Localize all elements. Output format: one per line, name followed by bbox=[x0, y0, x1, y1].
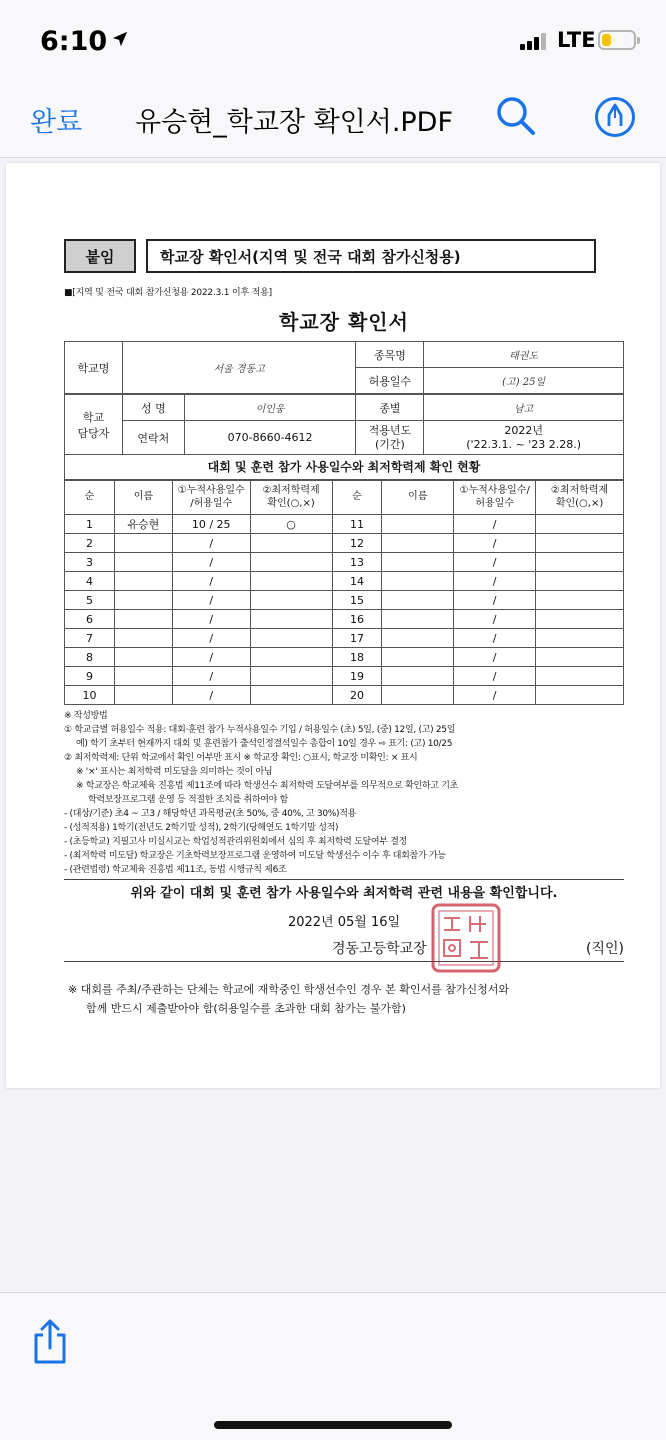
row-days-2: / bbox=[454, 667, 536, 686]
row-days-2: / bbox=[454, 534, 536, 553]
row-no: 8 bbox=[65, 648, 115, 667]
note-line: - (대상/기준) 초4 ~ 고3 / 해당학년 과목평균(초 50%, 중 40%, 고 30%)적용 bbox=[64, 809, 357, 819]
pdf-page[interactable] bbox=[6, 163, 660, 1088]
sport-value: 태권도 bbox=[424, 342, 624, 368]
table-header bbox=[65, 481, 624, 515]
row-no-2: 14 bbox=[332, 572, 382, 591]
row-name-2 bbox=[382, 534, 454, 553]
network-type: LTE bbox=[557, 28, 596, 52]
row-name-2 bbox=[382, 591, 454, 610]
participation-table bbox=[64, 480, 624, 705]
row-name bbox=[114, 572, 172, 591]
table-row bbox=[65, 591, 624, 610]
note-line: ① 학교급별 허용일수 적용: 대회·훈련 참가 누적사용일수 기입 / 허용일수 (초) 5일, (중) 12일, (고) 25일 bbox=[64, 725, 456, 735]
signal-icon bbox=[520, 32, 548, 50]
col-no: 순 bbox=[65, 481, 115, 515]
row-academic-2 bbox=[536, 553, 624, 572]
row-no: 2 bbox=[65, 534, 115, 553]
row-days: 10 / 25 bbox=[172, 515, 250, 534]
row-academic-2 bbox=[536, 591, 624, 610]
row-academic bbox=[250, 572, 332, 591]
row-academic bbox=[250, 591, 332, 610]
official-seal-stamp bbox=[430, 902, 502, 974]
share-icon[interactable] bbox=[30, 1319, 70, 1365]
days-value: (고) 25일 bbox=[424, 368, 624, 394]
row-days-2: / bbox=[454, 553, 536, 572]
row-academic-2 bbox=[536, 648, 624, 667]
search-icon[interactable] bbox=[494, 94, 538, 138]
row-days-2: / bbox=[454, 572, 536, 591]
row-name bbox=[114, 534, 172, 553]
staff-table bbox=[64, 394, 624, 455]
row-academic bbox=[250, 686, 332, 705]
row-academic-2 bbox=[536, 686, 624, 705]
confirmation-statement: 위와 같이 대회 및 훈련 참가 사용일수와 최저학력 관련 내용을 확인합니다. bbox=[64, 879, 624, 901]
row-name-2 bbox=[382, 667, 454, 686]
note-line: ※ '×' 표시는 최저학력 미도달을 의미하는 것이 아님 bbox=[76, 767, 273, 777]
row-name bbox=[114, 686, 172, 705]
row-no-2: 16 bbox=[332, 610, 382, 629]
row-no: 9 bbox=[65, 667, 115, 686]
row-academic bbox=[250, 534, 332, 553]
row-no-2: 18 bbox=[332, 648, 382, 667]
col-name: 이름 bbox=[114, 481, 172, 515]
contact-value: 070-8660-4612 bbox=[184, 421, 356, 455]
school-label: 학교명 bbox=[65, 342, 123, 394]
row-days: / bbox=[172, 686, 250, 705]
row-no: 1 bbox=[65, 515, 115, 534]
contact-label: 연락처 bbox=[122, 421, 184, 455]
row-days: / bbox=[172, 572, 250, 591]
info-table bbox=[64, 341, 624, 394]
table-row bbox=[65, 648, 624, 667]
form-title: 학교장 확인서 bbox=[279, 310, 409, 334]
row-name bbox=[114, 667, 172, 686]
header-title: 학교장 확인서(지역 및 전국 대회 참가신청용) bbox=[146, 239, 596, 273]
staff-label: 학교 담당자 bbox=[65, 395, 123, 455]
type-value: 남고 bbox=[424, 395, 624, 421]
principal-name: 경동고등학교장 bbox=[332, 941, 427, 957]
days-label: 허용일수 bbox=[356, 368, 424, 394]
type-label: 종별 bbox=[356, 395, 424, 421]
row-no-2: 17 bbox=[332, 629, 382, 648]
col-academic-2: ②최저학력제 확인(○,×) bbox=[536, 481, 624, 515]
table-row bbox=[65, 515, 624, 534]
writing-instructions bbox=[64, 709, 624, 877]
row-no-2: 12 bbox=[332, 534, 382, 553]
status-table-title: 대회 및 훈련 참가 사용일수와 최저학력제 확인 현황 bbox=[64, 455, 624, 480]
row-academic bbox=[250, 629, 332, 648]
col-academic: ②최저학력제 확인(○,×) bbox=[250, 481, 332, 515]
row-name bbox=[114, 629, 172, 648]
col-days-2: ①누적사용일수/ 허용일수 bbox=[454, 481, 536, 515]
row-days-2: / bbox=[454, 686, 536, 705]
row-days-2: / bbox=[454, 610, 536, 629]
table-row bbox=[65, 667, 624, 686]
battery-icon bbox=[598, 30, 636, 50]
school-value: 서울 경동고 bbox=[122, 342, 356, 394]
row-academic: ○ bbox=[250, 515, 332, 534]
row-days: / bbox=[172, 629, 250, 648]
note-line: 학력보장프로그램 운영 등 적절한 조치를 취하여야 함 bbox=[88, 795, 289, 805]
row-no: 7 bbox=[65, 629, 115, 648]
row-days-2: / bbox=[454, 591, 536, 610]
note-line: - (최저학력 미도달) 학교장은 기초학력보장프로그램 운영하여 미도달 학생선수 이수 후 대회참가 가능 bbox=[64, 851, 446, 861]
row-days: / bbox=[172, 553, 250, 572]
note-line: ② 최저학력제: 단위 학교에서 확인 어부만 표시 ※ 학교장 확인: ○표시, 학교장 미확인: × 표시 bbox=[64, 753, 418, 763]
sport-label: 종목명 bbox=[356, 342, 424, 368]
col-name-2: 이름 bbox=[382, 481, 454, 515]
row-name-2 bbox=[382, 648, 454, 667]
year-label: 적용년도 (기간) bbox=[356, 421, 424, 455]
note-line: ※ 학교장은 학교체육 진흥법 제11조에 따라 학생선수 최저학력 도달여부를 의무적으로 확인하고 기초 bbox=[76, 781, 459, 791]
note-line: - (성적적용) 1학기(전년도 2학기말 성적), 2학기(당해연도 1학기말 성적) bbox=[64, 823, 339, 833]
name-value: 이인웅 bbox=[184, 395, 356, 421]
table-row bbox=[65, 610, 624, 629]
row-name-2 bbox=[382, 553, 454, 572]
row-no: 4 bbox=[65, 572, 115, 591]
row-name bbox=[114, 553, 172, 572]
clock: 6:10 bbox=[40, 26, 129, 57]
row-name-2 bbox=[382, 686, 454, 705]
row-days: / bbox=[172, 610, 250, 629]
row-no: 3 bbox=[65, 553, 115, 572]
row-no: 5 bbox=[65, 591, 115, 610]
applies-note: ■[지역 및 전국 대회 참가신청용 2022.3.1 이후 적용] bbox=[64, 288, 272, 298]
row-academic-2 bbox=[536, 667, 624, 686]
done-button[interactable]: 완료 bbox=[30, 100, 82, 139]
col-no-2: 순 bbox=[332, 481, 382, 515]
row-days: / bbox=[172, 648, 250, 667]
markup-pen-icon[interactable] bbox=[594, 96, 636, 138]
note-line: - (초등학교) 지필고사 미실시교는 학업성적관리위원회에서 심의 후 최저학력 도달여부 결정 bbox=[64, 837, 407, 847]
row-no: 10 bbox=[65, 686, 115, 705]
row-academic-2 bbox=[536, 572, 624, 591]
row-name bbox=[114, 610, 172, 629]
signature-row bbox=[64, 932, 624, 962]
document-title: 유승현_학교장 확인서.PDF bbox=[135, 107, 454, 138]
note-line: - (관련법령) 학교체육 진흥법 제11조, 동법 시행규칙 제6조 bbox=[64, 865, 287, 875]
year-value: 2022년 ('22.3.1. ~ '23 2.28.) bbox=[424, 421, 624, 455]
row-no: 6 bbox=[65, 610, 115, 629]
table-row bbox=[65, 572, 624, 591]
note-line: ※ 작성방법 bbox=[64, 711, 108, 721]
row-name bbox=[114, 648, 172, 667]
row-no-2: 13 bbox=[332, 553, 382, 572]
row-academic-2 bbox=[536, 534, 624, 553]
note-line: 예) 학기 초부터 현재까지 대회 및 훈련참가 출석인정결석일수 총합이 10일 경우 ⇨ 표기: (고) 10/25 bbox=[76, 739, 453, 749]
row-name: 유승현 bbox=[114, 515, 172, 534]
row-name bbox=[114, 591, 172, 610]
row-academic bbox=[250, 610, 332, 629]
document-header bbox=[64, 239, 624, 273]
row-no-2: 11 bbox=[332, 515, 382, 534]
name-label: 성 명 bbox=[122, 395, 184, 421]
table-row bbox=[65, 534, 624, 553]
row-academic-2 bbox=[536, 515, 624, 534]
attachment-label: 붙임 bbox=[64, 239, 136, 273]
table-row bbox=[65, 553, 624, 572]
footnote: ※ 대회를 주최/주관하는 단체는 학교에 재학중인 학생선수인 경우 본 확인서를 참가신청서와 함께 반드시 제출받아야 함(허용일수를 초과한 대회 참가는 불가함) bbox=[68, 983, 510, 1015]
row-name-2 bbox=[382, 610, 454, 629]
row-name-2 bbox=[382, 515, 454, 534]
certificate-document bbox=[64, 239, 624, 1018]
seal-label: (직인) bbox=[586, 941, 624, 957]
row-academic bbox=[250, 667, 332, 686]
issue-date: 2022년 05월 16일 bbox=[287, 915, 401, 930]
row-days-2: / bbox=[454, 515, 536, 534]
row-academic bbox=[250, 648, 332, 667]
row-days: / bbox=[172, 667, 250, 686]
row-academic-2 bbox=[536, 610, 624, 629]
row-name-2 bbox=[382, 572, 454, 591]
row-no-2: 19 bbox=[332, 667, 382, 686]
row-no-2: 20 bbox=[332, 686, 382, 705]
col-days: ①누적사용일수 /허용일수 bbox=[172, 481, 250, 515]
row-no-2: 15 bbox=[332, 591, 382, 610]
table-row bbox=[65, 629, 624, 648]
battery-level bbox=[602, 34, 611, 46]
row-academic-2 bbox=[536, 629, 624, 648]
nav-bar bbox=[0, 82, 666, 158]
status-bar bbox=[0, 0, 666, 82]
bottom-toolbar bbox=[0, 1292, 666, 1440]
row-days: / bbox=[172, 534, 250, 553]
row-name-2 bbox=[382, 629, 454, 648]
row-days-2: / bbox=[454, 629, 536, 648]
home-indicator[interactable] bbox=[214, 1421, 452, 1429]
table-row bbox=[65, 686, 624, 705]
row-academic bbox=[250, 553, 332, 572]
row-days-2: / bbox=[454, 648, 536, 667]
location-arrow-icon bbox=[111, 30, 129, 48]
row-days: / bbox=[172, 591, 250, 610]
